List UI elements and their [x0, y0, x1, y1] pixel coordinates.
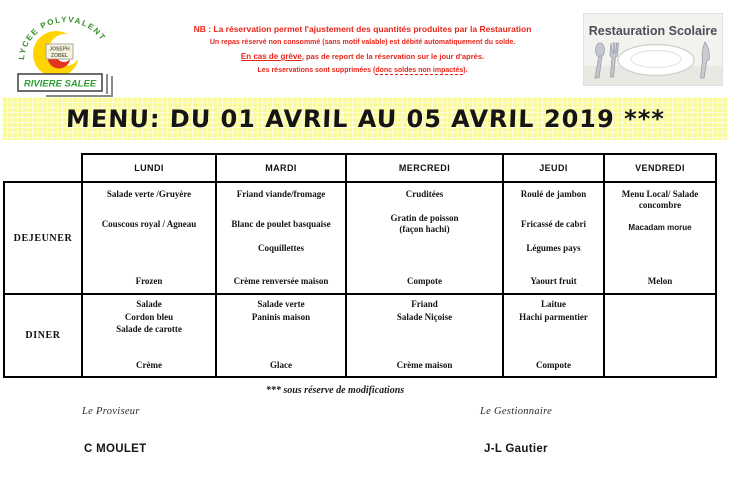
menu-item: Crème renversée maison [233, 276, 329, 286]
cell-dejeuner-jeudi [502, 181, 603, 293]
menu-item: Cruditées [405, 189, 444, 199]
page-title: MENU: DU 01 AVRIL AU 05 AVRIL 2019 *** [65, 104, 665, 133]
notice-line-3-rest: , pas de report de la réservation sur le jour d'après. [301, 52, 485, 61]
notice-line-4-suffix: ). [463, 67, 468, 74]
school-logo [12, 14, 124, 98]
row-header-diner: DINER [3, 293, 81, 378]
logo-arc-text: LYCEE POLYVALENT [17, 15, 108, 61]
menu-item: Salade de carotte [116, 324, 182, 334]
notice-line-1: NB : La réservation permet l'ajustement des quantités produites par la Restauration [193, 24, 532, 34]
column-header-jeudi: JEUDI [502, 153, 603, 181]
notice-line-3-underlined: En cas de grève [240, 52, 302, 61]
menu-item: Friand [411, 299, 438, 309]
notice-line-3 [140, 52, 585, 61]
menu-item: Crème [136, 359, 162, 370]
cell-dejeuner-mardi [215, 181, 345, 293]
cell-diner-vendredi [603, 293, 717, 378]
cell-dejeuner-mercredi [345, 181, 502, 293]
column-header-lundi: LUNDI [81, 153, 215, 181]
notice-line-4-prefix: Les réservations sont supprimées ( [257, 67, 376, 74]
cell-diner-jeudi [502, 293, 603, 378]
menu-item: Compote [407, 276, 442, 286]
notice-line-4 [140, 66, 585, 75]
menu-item: (façon hachi) [399, 224, 450, 234]
menu-item: Salade verte [257, 299, 305, 309]
notice-line-4-underlined: donc soldes non impactés [375, 67, 464, 74]
cell-diner-mardi [215, 293, 345, 378]
svg-text:ZOBEL: ZOBEL [51, 53, 68, 59]
menu-item: Fricassé de cabri [521, 219, 586, 229]
menu-item: Blanc de poulet basquaise [231, 219, 331, 229]
cell-diner-lundi [81, 293, 215, 378]
svg-text:RIVIERE SALEE: RIVIERE SALEE [23, 78, 97, 90]
footnote: *** sous réserve de modifications [265, 385, 405, 396]
menu-item: Glace [270, 359, 292, 370]
menu-item: Frozen [135, 276, 163, 286]
plate-icon [618, 45, 694, 76]
menu-item: Melon [647, 276, 673, 286]
restauration-scolaire-image [583, 13, 723, 86]
menu-item: Compote [536, 359, 571, 370]
menu-item: Paninis maison [251, 311, 311, 322]
menu-item: Salade verte /Gruyère [106, 189, 192, 199]
menu-item: Coquillettes [258, 243, 304, 253]
signature-name-proviseur: C MOULET [84, 443, 147, 455]
signature-name-gestionnaire: J-L Gautier [484, 443, 548, 455]
logo-banner [18, 74, 102, 91]
column-header-mercredi: MERCREDI [345, 153, 502, 181]
menu-item: Laitue [540, 299, 566, 309]
menu-item: Légumes pays [526, 243, 581, 253]
menu-table [3, 153, 717, 378]
title-band [2, 97, 728, 140]
column-header-mardi: MARDI [215, 153, 345, 181]
menu-item: Yaourt fruit [530, 276, 577, 286]
menu-item: Macadam morue [628, 223, 692, 232]
reservation-notice [140, 24, 585, 75]
row-header-dejeuner: DEJEUNER [3, 181, 81, 293]
menu-item: Cordon bleu [124, 311, 174, 322]
signature-role-proviseur: Le Proviseur [82, 406, 140, 417]
menu-item: concombre [638, 200, 682, 210]
table-corner-spacer [3, 153, 81, 181]
menu-item: Friand viande/fromage [236, 189, 326, 199]
menu-item: Salade [136, 299, 162, 309]
menu-item: Couscous royal / Agneau [101, 219, 197, 229]
logo-center-plate [46, 44, 73, 59]
column-header-vendredi: VENDREDI [603, 153, 717, 181]
menu-item: Salade Niçoise [396, 311, 453, 322]
menu-item: Gratin de poisson [390, 213, 459, 223]
menu-item: Menu Local/ Salade [621, 189, 699, 199]
signature-role-gestionnaire: Le Gestionnaire [480, 406, 553, 417]
photo-caption: Restauration Scolaire [588, 24, 718, 38]
menu-item: Roulé de jambon [520, 189, 587, 199]
menu-item: Hachi parmentier [519, 311, 588, 322]
menu-item: Crème maison [396, 359, 453, 370]
cell-diner-mercredi [345, 293, 502, 378]
cell-dejeuner-vendredi [603, 181, 717, 293]
svg-text:JOSEPH: JOSEPH [49, 46, 70, 53]
notice-line-2: Un repas réservé non consommé (sans motif valable) est débité automatiquement du solde. [209, 39, 516, 46]
cell-dejeuner-lundi [81, 181, 215, 293]
